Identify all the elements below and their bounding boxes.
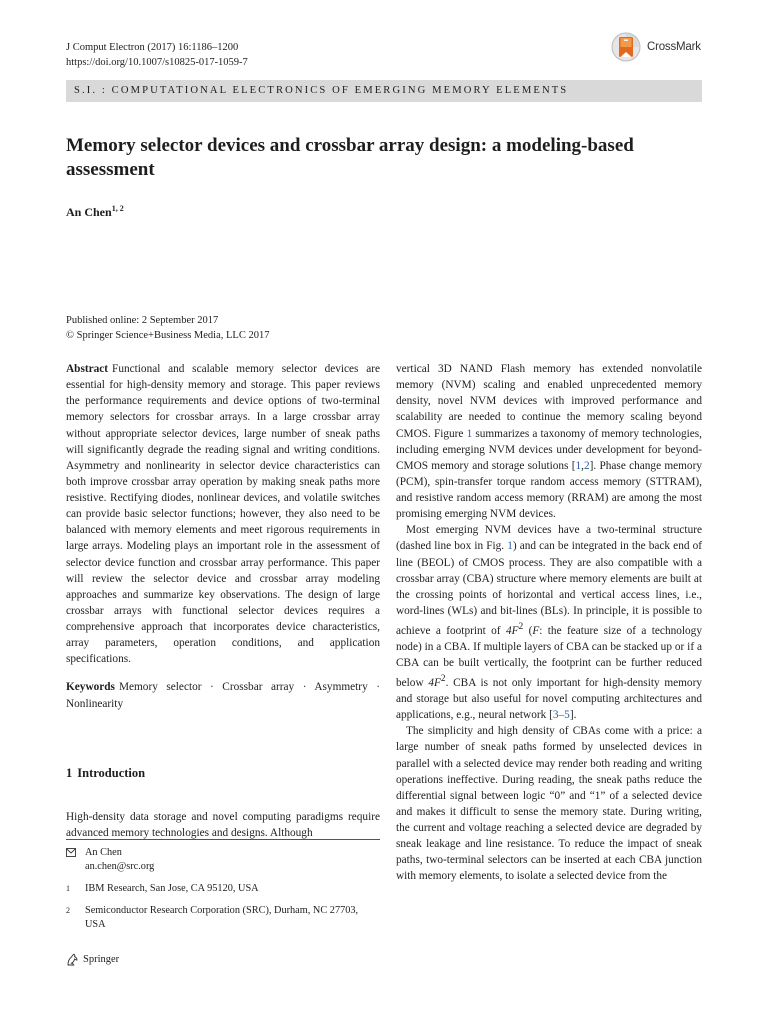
text-run: summarizes a taxonomy of memory technologies, including emerging NVM devices under development for beyond-CMOS memory and storage solutions [ xyxy=(396,427,702,472)
figure-ref[interactable]: 1 xyxy=(466,427,473,440)
math-exponent: 2 xyxy=(440,674,446,685)
envelope-icon xyxy=(66,848,76,857)
left-column xyxy=(66,361,380,712)
abstract-label: Abstract xyxy=(66,363,109,375)
affiliation-2-text: Semiconductor Research Corporation (SRC), Durham, NC 27703, USA xyxy=(85,905,359,930)
text-run: : the feature size of a technology node) in a CBA. If multiple layers of CBA can be stacked up or if a CBA can be built vertically, the footprint can be further reduced below xyxy=(396,624,702,689)
intro-paragraph: High-density data storage and novel computing paradigms require advanced memory technologies and designs. Although xyxy=(66,811,380,840)
right-column xyxy=(396,361,702,885)
right-paragraph-3: The simplicity and high density of CBAs come with a price: a large number of sneak paths formed by unselected devices in parallel with a selected device may render both reading and writing operations ineffective. During reading, the sneak paths reduce the differential signal between logic “0” and “1” of a selected device and makes it difficult to sense the memory state. During writing, the current and voltage reaching a selected device are degraded by sneak leakage and line resistance. To reduce the impact of sneak paths, two-terminal selectors can be inserted at each CBA junction with memory elements, to isolate a selected device from the xyxy=(396,725,702,883)
author-name[interactable]: An Chen xyxy=(66,205,112,219)
springer-horse-icon xyxy=(66,953,79,966)
math-feature-size: F xyxy=(532,624,540,637)
contact-email[interactable]: an.chen@src.org xyxy=(85,861,155,872)
text-run: ]. Phase change memory (PCM), spin-transfer torque random access memory (STTRAM), and resistive random access memory (RRAM) are among the most promising emerging NVM devices. xyxy=(396,459,702,521)
springer-footer-logo xyxy=(66,953,119,966)
footnote-divider xyxy=(66,839,380,840)
affiliation-1 xyxy=(66,882,380,896)
right-paragraph-2 xyxy=(396,522,702,723)
math-footprint: 4F xyxy=(428,676,441,689)
crossmark-icon xyxy=(610,31,642,63)
affiliation-1-mark: 1 xyxy=(66,884,70,893)
text-run: , xyxy=(581,459,584,472)
journal-citation: J Comput Electron (2017) 16:1186–1200 xyxy=(66,42,239,53)
journal-meta xyxy=(66,40,248,70)
author-line xyxy=(66,204,124,220)
copyright: © Springer Science+Business Media, LLC 2017 xyxy=(66,330,270,341)
contact-name: An Chen xyxy=(85,847,122,858)
author-affil-marks: 1, 2 xyxy=(111,204,124,213)
crossmark-label: CrossMark xyxy=(647,41,701,53)
crossmark-badge[interactable] xyxy=(610,33,710,63)
springer-wordmark: Springer xyxy=(83,954,120,965)
citation-ref[interactable]: 3–5 xyxy=(552,709,570,722)
section-heading-introduction xyxy=(66,766,145,781)
footnotes xyxy=(66,846,380,940)
affiliation-2 xyxy=(66,904,380,932)
text-run: ]. xyxy=(569,709,577,722)
special-issue-banner: S.I. : COMPUTATIONAL ELECTRONICS OF EMERGING MEMORY ELEMENTS xyxy=(66,80,702,102)
right-paragraph-1 xyxy=(396,361,702,522)
keywords-label: Keywords xyxy=(66,681,115,694)
affiliation-2-mark: 2 xyxy=(66,906,70,915)
paper-title: Memory selector devices and crossbar array design: a modeling-based assessment xyxy=(66,135,634,180)
text-run: Most emerging NVM devices have a two-terminal structure (dashed line box in Fig. xyxy=(396,524,702,553)
abstract xyxy=(66,361,380,667)
corresponding-author xyxy=(66,846,380,874)
citation-ref[interactable]: 2 xyxy=(583,459,590,472)
keywords-text: Memory selector · Crossbar array · Asymmetry · Nonlinearity xyxy=(66,681,380,710)
section-number: 1 xyxy=(66,766,73,780)
doi-link[interactable]: https://doi.org/10.1007/s10825-017-1059-7 xyxy=(66,57,248,68)
text-run: . CBA is not only important for high-density memory and storage but also useful for novel computing architectures and applications, e.g., neural network [ xyxy=(396,676,702,722)
text-run: ) and can be integrated in the back end of line (BEOL) of CMOS process. They are also compatible with a crossbar array (CBA) structure where memory elements are built at the crossing points of horizontal and vertical access lines, i.e., word-lines (WLs) and bit-lines (BLs). In principle, it is possible to achieve a footprint of xyxy=(396,540,702,637)
keywords xyxy=(66,679,380,711)
published-date: Published online: 2 September 2017 xyxy=(66,315,219,326)
text-run: vertical 3D NAND Flash memory has extended nonvolatile memory (NVM) scaling and enabled unprecedented memory density, novel NVM devices with improved performance and scalability are needed to continue the memory scaling beyond CMOS. Figure xyxy=(396,363,702,440)
figure-ref[interactable]: 1 xyxy=(507,540,513,553)
math-footprint: 4F xyxy=(505,624,519,637)
citation-ref[interactable]: 1 xyxy=(575,459,582,472)
abstract-text: Functional and scalable memory selector devices are essential for high-density memory and storage. This paper reviews the performance requirements and device options of two-terminal memory selectors for crossbar arrays. In a large crossbar array without appropriate selector devices, large number of sneak paths will significantly degrade the reading signal and writing conditions. Asymmetry and nonlinearity in selector device characteristics can both improve crossbar array operation by making sneak paths more resistive. Rectifying diodes, nonlinear devices, and volatile switches can provide basic selector functions; however, they also need to be balanced with memory elements and meet rigorous requirements in large arrays. Modeling plays an important role in the assessment of selector device function and crossbar array performance. This paper will review the selector device and crossbar array modeling approaches and summarize key observations. The design of large crossbar arrays with functional selector devices requires a comprehensive approach that incorporates device characteristics, array parameters, operation conditions, and application specifications. xyxy=(66,363,380,666)
text-run: ( xyxy=(528,624,533,637)
section-title: Introduction xyxy=(77,766,146,780)
publication-info xyxy=(66,313,269,343)
math-exponent: 2 xyxy=(518,622,524,632)
affiliation-1-text: IBM Research, San Jose, CA 95120, USA xyxy=(85,883,259,894)
